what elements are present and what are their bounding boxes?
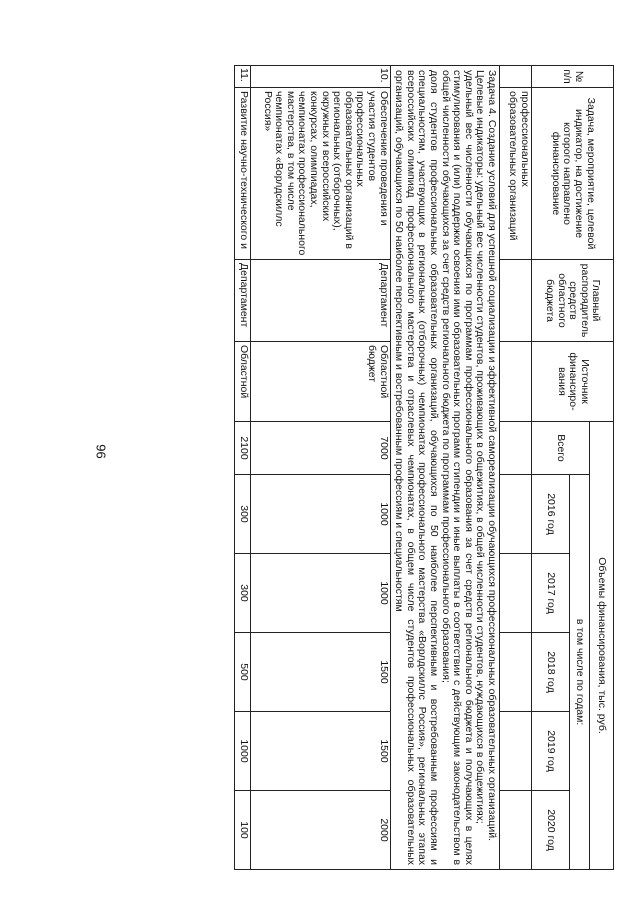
row-2020: 100	[234, 791, 250, 870]
row-total: 7000	[250, 422, 390, 475]
header-year-2016: 2016 год	[532, 475, 570, 554]
row-2017: 1000	[250, 554, 390, 633]
header-source: Источник финансиро-вания	[532, 342, 614, 422]
row-source: Областной	[234, 342, 250, 422]
row-2016: 300	[234, 475, 250, 554]
row-2016: 1000	[250, 475, 390, 554]
row-admin: Департамент	[250, 260, 390, 342]
header-year-2019: 2019 год	[532, 712, 570, 791]
header-year-2017: 2017 год	[532, 554, 570, 633]
table-row	[500, 66, 532, 870]
row-2017: 300	[234, 554, 250, 633]
task4-indicator-2: удельный вес численности обучающихся по программам профессионального образования за счет средств регионального бюджета и получающих в целях стимулирования и (или) поддержки освоения ими образовательных программ стипендии и иные выплаты в соответствии с действующим законодательством в общей численности обучающихся за счет средств регионального бюджета по программам профессионального образования;	[439, 70, 475, 866]
row-source: Областной бюджет	[250, 342, 390, 422]
header-funding: Объемы финансирования, тыс. руб.	[590, 422, 614, 870]
row-total: 2100	[234, 422, 250, 475]
row-2019: 1500	[250, 712, 390, 791]
task4-title: Задача 4. Создание условий для успешной социализации и эффективной самореализации обучающихся профессиональных образовательных организаций.	[486, 70, 498, 841]
row-num: 11.	[234, 66, 250, 88]
row-task: Развитие научно-технического и	[234, 88, 250, 260]
header-year-2018: 2018 год	[532, 633, 570, 712]
row-admin: Департамент	[234, 260, 250, 342]
row-2018: 500	[234, 633, 250, 712]
header-admin: Главный распорядитель средств областного бюджета	[532, 260, 614, 342]
header-including: в том числе по годам:	[570, 475, 590, 870]
task4-indicator-1: Целевые индикаторы: удельный вес численности студентов, проживающих в общежитиях, в общей численности студентов, нуждающихся в общежитиях;	[474, 70, 487, 824]
funding-table	[234, 65, 614, 870]
carry-row-text: профессиональных образовательных организаций	[500, 88, 532, 260]
row-2019: 1000	[234, 712, 250, 791]
row-2020: 2000	[250, 791, 390, 870]
table-row	[250, 66, 390, 870]
rotated-page-content	[112, 65, 614, 869]
header-total: Всего	[532, 422, 590, 475]
row-2018: 1500	[250, 633, 390, 712]
header-num: № п/п	[532, 66, 614, 88]
task4-row	[390, 66, 499, 870]
header-task: Задача, мероприятие, целевой индикатор, на достижение которого направлено финансирование	[532, 88, 614, 260]
table-row	[234, 66, 250, 870]
page-number: 96	[93, 444, 109, 459]
row-num: 10.	[250, 66, 390, 88]
header-year-2020: 2020 год	[532, 791, 570, 870]
task4-indicator-3: доля студентов профессиональных образовательных организаций, обучающихся по 50 наиболее перспективным и востребованным профессиям и специальностям, участвующих в региональных (отборочных) чемпионатах профессионального мастерства «Ворлдскиллс Россия», региональных этапах всероссийских олимпиад профессионального мастерства и отраслевых чемпионатах, в общем числе студентов профессиональных образовательных организаций, обучающихся по 50 наиболее перспективным и востребованным профессиям и специальностям	[393, 70, 441, 866]
row-task: Обеспечение проведения и участия студентов профессиональных образовательных организаций в региональных (отборочных), окружных и всероссийских конкурсах, олимпиадах, чемпионатах профессионального мастерства, в том числе чемпионатах «Ворлдскиллс Россия»	[250, 88, 390, 260]
